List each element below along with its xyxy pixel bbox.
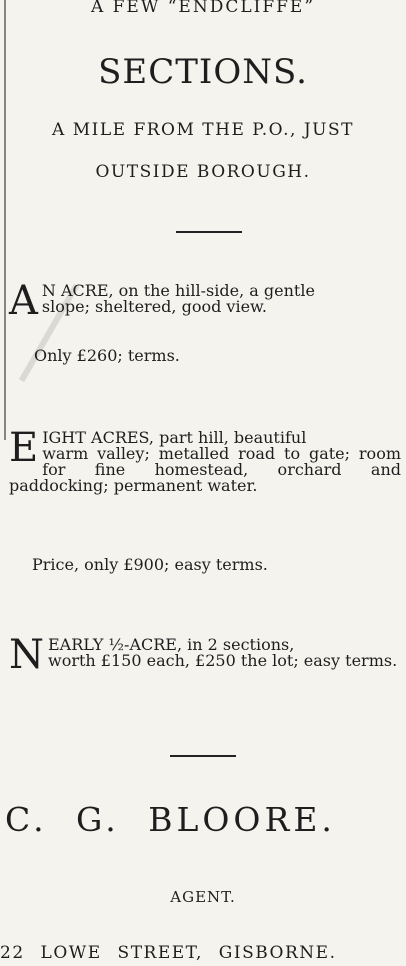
subtitle-line-1: A MILE FROM THE P.O., JUST xyxy=(52,120,354,140)
listing-first-line: IGHT ACRES, part hill, beautiful xyxy=(42,428,307,447)
divider-rule xyxy=(176,231,242,233)
listing-first-line: EARLY ½-ACRE, in 2 sections, xyxy=(48,635,295,654)
listing-acre xyxy=(9,278,399,324)
headline: SECTIONS. xyxy=(98,52,308,92)
agent-label: AGENT. xyxy=(170,888,236,906)
subtitle-line-2: OUTSIDE BOROUGH. xyxy=(95,162,311,182)
drop-cap: A xyxy=(9,278,38,324)
header-line: A FEW “ENDCLIFFE” xyxy=(90,0,316,17)
listing-first-line: N ACRE, on the hill-side, a gentle xyxy=(41,281,315,300)
listing-half-acre xyxy=(9,632,399,678)
listing-body: slope; sheltered, good view. xyxy=(41,297,267,316)
drop-cap: E xyxy=(9,425,39,471)
agent-name: C. G. BLOORE. xyxy=(5,800,336,839)
listing-price: Only £260; terms. xyxy=(34,346,180,365)
listing-eight-acres xyxy=(9,425,401,495)
divider-rule xyxy=(170,755,236,757)
listing-price: Price, only £900; easy terms. xyxy=(32,555,268,574)
agent-address: 22 LOWE STREET, GISBORNE. xyxy=(0,943,337,963)
listing-body: worth £150 each, £250 the lot; easy terms. xyxy=(48,651,398,670)
drop-cap: N xyxy=(9,632,44,678)
listing-body: warm valley; metalled road to gate; room for fine homestead, orchard and paddocking; permanent water. xyxy=(9,444,401,495)
